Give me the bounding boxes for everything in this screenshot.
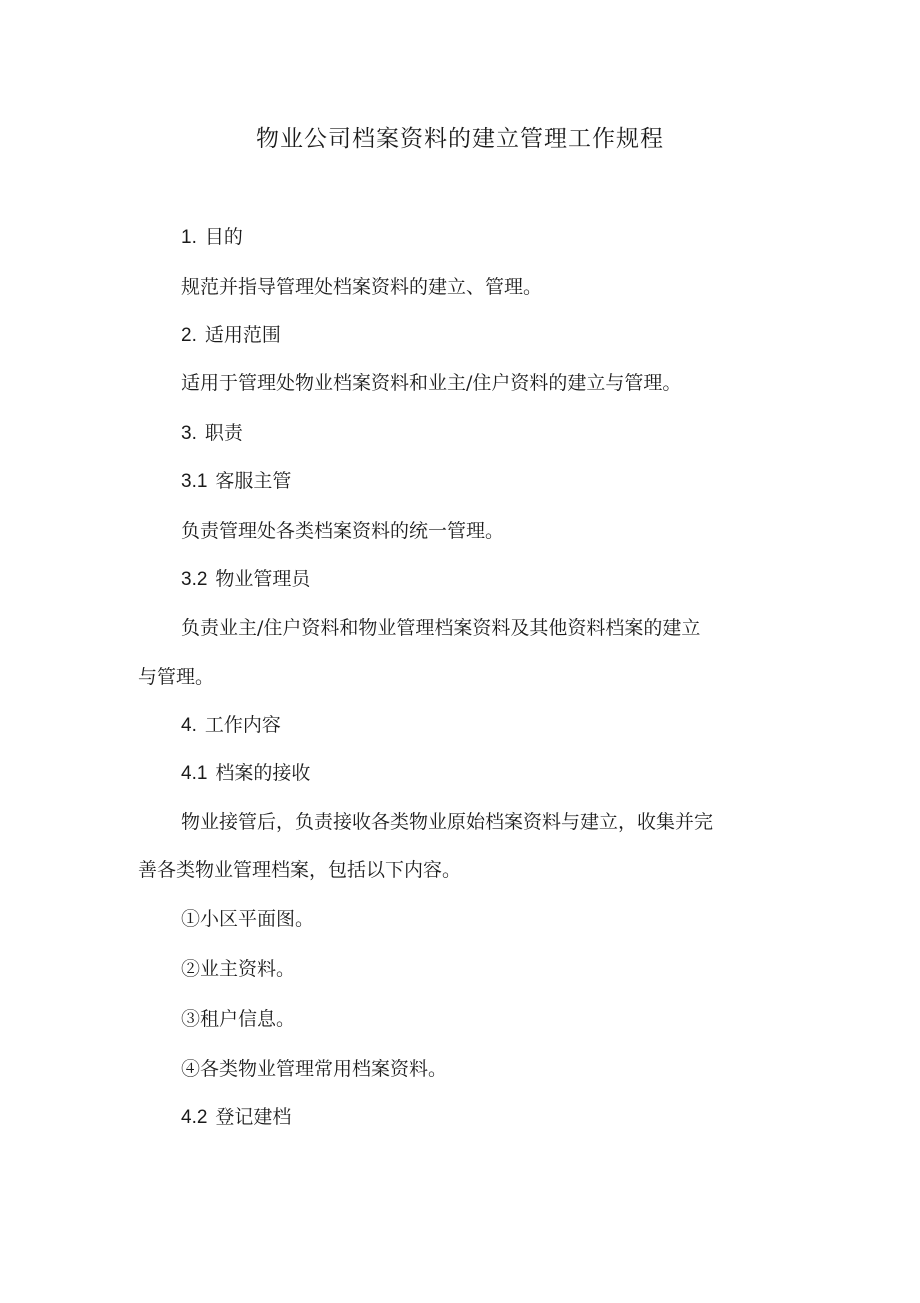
- heading-text: 适用范围: [204, 324, 281, 346]
- paragraph: 物业接管后，负责接收各类物业原始档案资料与建立，收集并完: [181, 811, 714, 833]
- paragraph: 适用于管理处物业档案资料和业主/住户资料的建立与管理。: [181, 372, 682, 394]
- paragraph: 规范并指导管理处档案资料的建立、管理。: [181, 276, 543, 298]
- heading-text: 登记建档: [215, 1106, 292, 1128]
- heading-number: 3.2: [181, 569, 208, 590]
- paragraph: 负责管理处各类档案资料的统一管理。: [181, 520, 505, 542]
- heading-number: 4.: [181, 715, 197, 736]
- heading-text: 客服主管: [215, 470, 292, 492]
- document-title: 物业公司档案资料的建立管理工作规程: [256, 126, 664, 152]
- list-item: ①小区平面图。: [181, 908, 315, 930]
- paragraph: 负责业主/住户资料和物业管理档案资料及其他资料档案的建立: [181, 617, 701, 639]
- heading-number: 1.: [181, 227, 197, 248]
- heading-number: 2.: [181, 325, 197, 346]
- list-item: ②业主资料。: [181, 958, 296, 980]
- heading-number: 3.: [181, 423, 197, 444]
- heading-text: 物业管理员: [215, 568, 311, 590]
- heading-number: 4.2: [181, 1107, 208, 1128]
- paragraph-continuation: 与管理。: [138, 666, 215, 688]
- heading-2: [181, 322, 281, 349]
- heading-text: 工作内容: [204, 714, 281, 736]
- heading-number: 3.1: [181, 471, 208, 492]
- heading-3-1: [181, 468, 291, 495]
- heading-text: 职责: [204, 422, 243, 444]
- heading-4-2: [181, 1104, 291, 1131]
- heading-4-1: [181, 760, 310, 787]
- heading-3-2: [181, 566, 310, 593]
- heading-3: [181, 420, 243, 447]
- list-item: ④各类物业管理常用档案资料。: [181, 1058, 448, 1080]
- heading-4: [181, 712, 281, 739]
- paragraph-continuation: 善各类物业管理档案，包括以下内容。: [138, 859, 462, 881]
- heading-number: 4.1: [181, 763, 208, 784]
- heading-text: 目的: [204, 226, 243, 248]
- list-item: ③租户信息。: [181, 1008, 296, 1030]
- heading-1: [181, 224, 243, 251]
- heading-text: 档案的接收: [215, 762, 311, 784]
